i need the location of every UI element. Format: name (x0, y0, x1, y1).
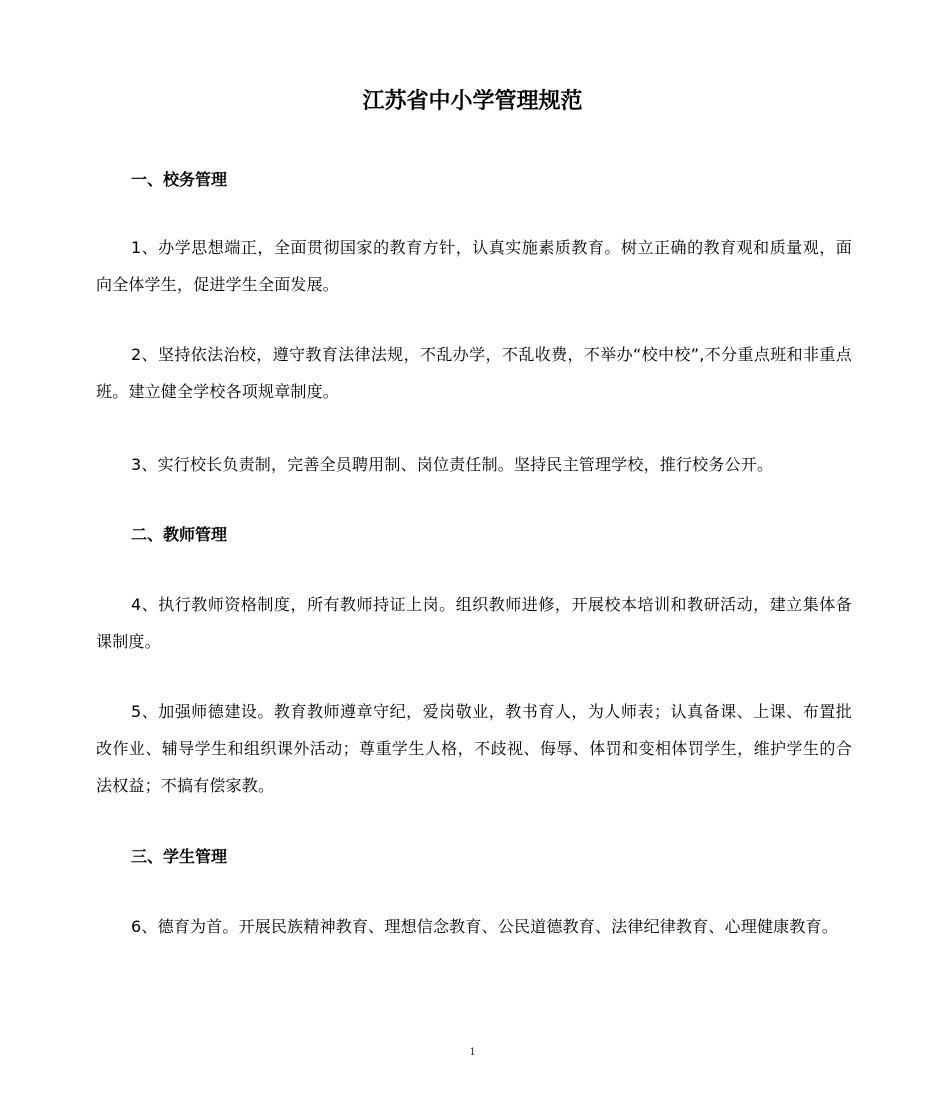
paragraph-item-2: 2、坚持依法治校，遵守教育法律法规，不乱办学，不乱收费，不举办“校中校”,不分重点班和非重点班。建立健全学校各项规章制度。 (96, 345, 852, 401)
paragraph-item-4: 4、执行教师资格制度，所有教师持证上岗。组织教师进修，开展校本培训和教研活动，建立集体备课制度。 (96, 595, 852, 651)
document-title: 江苏省中小学管理规范 (362, 89, 583, 114)
section-heading-student-management: 三、学生管理 (131, 847, 228, 866)
paragraph-item-3: 3、实行校长负责制，完善全员聘用制、岗位责任制。坚持民主管理学校，推行校务公开。 (131, 455, 774, 474)
section-heading-teacher-management: 二、教师管理 (131, 525, 228, 544)
paragraph-item-5: 5、加强师德建设。教育教师遵章守纪，爱岗敬业，教书育人，为人师表；认真备课、上课、布置批改作业、辅导学生和组织课外活动；尊重学生人格，不歧视、侮辱、体罚和变相体罚学生，维护学生的合法权益；不搞有偿家教。 (96, 702, 852, 795)
page-number: 1 (469, 1047, 476, 1058)
section-heading-school-affairs: 一、校务管理 (131, 170, 228, 189)
paragraph-item-1: 1、办学思想端正，全面贯彻国家的教育方针，认真实施素质教育。树立正确的教育观和质量观，面向全体学生，促进学生全面发展。 (96, 238, 852, 294)
paragraph-item-6: 6、德育为首。开展民族精神教育、理想信念教育、公民道德教育、法律纪律教育、心理健康教育。 (131, 917, 838, 936)
